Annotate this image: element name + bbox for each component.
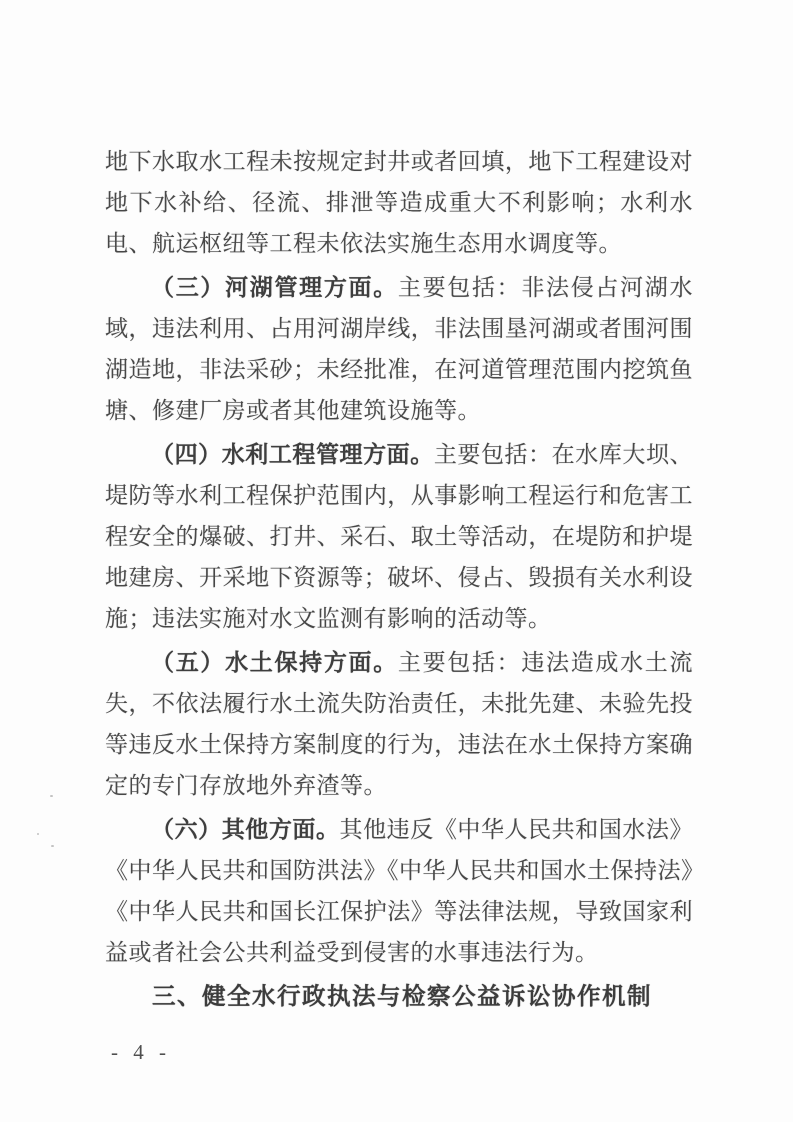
scan-speck: [50, 795, 53, 797]
paragraph-text: 地下水取水工程未按规定封井或者回填，地下工程建设对地下水补给、径流、排泄等造成重大不利影响；水利水电、航运枢纽等工程未依法实施生态用水调度等。: [105, 149, 693, 256]
paragraph-lead: （三）河湖管理方面。: [151, 275, 398, 300]
paragraph-item-5: [105, 642, 693, 806]
paragraph-lead: （六）其他方面。: [151, 817, 340, 842]
paragraph-text: 主要包括：违法造成水土流失，不依法履行水土流失防治责任，未批先建、未验先投等违反水土保持方案制度的行为，违法在水土保持方案确定的专门存放地外弃渣等。: [105, 650, 694, 798]
paragraph-text: 其他违反《中华人民共和国水法》《中华人民共和国防洪法》《中华人民共和国水土保持法》《中华人民共和国长江保护法》等法律法规，导致国家利益或者社会公共利益受到侵害的水事违法行为。: [105, 817, 694, 965]
paragraph-continuation: [105, 141, 693, 264]
document-body: [105, 141, 693, 1017]
scan-speck: [51, 845, 54, 847]
scan-speck: [37, 833, 39, 835]
paragraph-item-4: [105, 434, 693, 639]
paragraph-text: 主要包括：非法侵占河湖水域，违法利用、占用河湖岸线，非法围垦河湖或者围河围湖造地，非法采砂；未经批准，在河道管理范围内挖筑鱼塘、修建厂房或者其他建筑设施等。: [105, 275, 694, 423]
paragraph-lead: （五）水土保持方面。: [151, 650, 398, 675]
paragraph-item-6: [105, 809, 693, 973]
paragraph-lead: （四）水利工程管理方面。: [151, 442, 434, 467]
section-heading: 三、健全水行政执法与检察公益诉讼协作机制: [152, 983, 652, 1009]
page-number: - 4 -: [111, 1040, 168, 1064]
paragraph-text: 主要包括：在水库大坝、堤防等水利工程保护范围内，从事影响工程运行和危害工程安全的爆破、打井、采石、取土等活动，在堤防和护堤地建房、开采地下资源等；破坏、侵占、毁损有关水利设施；违法实施对水文监测有影响的活动等。: [105, 442, 694, 631]
paragraph-item-3: [105, 267, 693, 431]
